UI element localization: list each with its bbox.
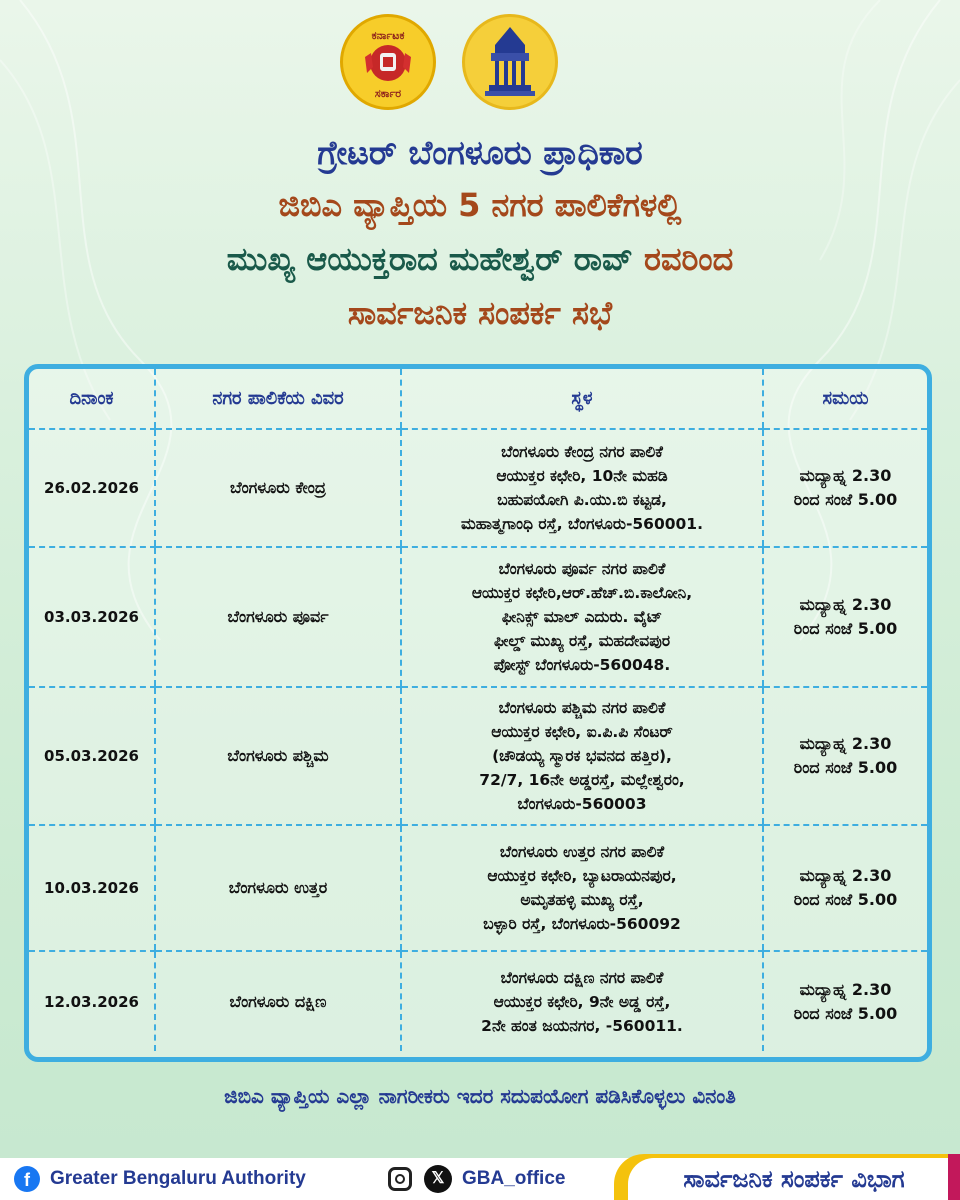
cell-time: ಮದ್ಯಾಹ್ನ 2.30 ರಿಂದ ಸಂಜೆ 5.00 bbox=[763, 687, 927, 825]
cell-date: 12.03.2026 bbox=[44, 992, 139, 1011]
header-place: ಸ್ಥಳ bbox=[401, 369, 763, 429]
footer-note: ಜಿಬಿಎ ವ್ಯಾಪ್ತಿಯ ಎಲ್ಲಾ ನಾಗರೀಕರು ಇದರ ಸದುಪಯೋಗ ಪಡಿಸಿಕೊಳ್ಳಲು ವಿನಂತಿ bbox=[224, 1084, 736, 1108]
table-row bbox=[29, 825, 927, 951]
gba-temple-icon bbox=[465, 17, 555, 107]
table-row bbox=[29, 429, 927, 547]
table-row bbox=[29, 951, 927, 1051]
cell-place: ಬೆಂಗಳೂರು ಪಶ್ಚಿಮ ನಗರ ಪಾಲಿಕೆ ಆಯುಕ್ತರ ಕಛೇರಿ, ಐ.ಪಿ.ಪಿ ಸೆಂಟರ್ (ಚೌಡಯ್ಯ ಸ್ಮಾರಕ ಭವನದ ಹತ್ತಿರ), 72/7, 16ನೇ ಅಡ್ಡರಸ್ತೆ, ಮಲ್ಲೇಶ್ವರಂ, ಬೆಂಗಳೂರು-560003 bbox=[401, 687, 763, 825]
table-header-row bbox=[29, 369, 927, 429]
schedule-table-frame bbox=[24, 364, 932, 1062]
cell-time: ಮದ್ಯಾಹ್ನ 2.30 ರಿಂದ ಸಂಜೆ 5.00 bbox=[763, 547, 927, 687]
cell-time: ಮದ್ಯಾಹ್ನ 2.30 ರಿಂದ ಸಂಜೆ 5.00 bbox=[763, 951, 927, 1051]
facebook-icon[interactable]: f bbox=[14, 1166, 40, 1192]
emblem-top-text: ಕರ್ನಾಟಕ bbox=[371, 29, 405, 42]
emblem-bottom-text: ಸರ್ಕಾರ bbox=[374, 87, 402, 100]
cell-place: ಬೆಂಗಳೂರು ಕೇಂದ್ರ ನಗರ ಪಾಲಿಕೆ ಆಯುಕ್ತರ ಕಛೇರಿ, 10ನೇ ಮಹಡಿ ಬಹುಪಯೋಗಿ ಪಿ.ಯು.ಬಿ ಕಟ್ಟಡ, ಮಹಾತ್ಮಗಾಂಧಿ ರಸ್ತೆ, ಬೆಂಗಳೂರು-560001. bbox=[401, 429, 763, 547]
cell-time: ಮದ್ಯಾಹ್ನ 2.30 ರಿಂದ ಸಂಜೆ 5.00 bbox=[763, 825, 927, 951]
page-title: ಗ್ರೇಟರ್ ಬೆಂಗಳೂರು ಪ್ರಾಧಿಕಾರ bbox=[317, 133, 643, 172]
subtitle-line-3-suffix: ರವರಿಂದ bbox=[644, 240, 734, 278]
cell-zone: ಬೆಂಗಳೂರು ಪೂರ್ವ bbox=[155, 547, 401, 687]
header-date: ದಿನಾಂಕ bbox=[29, 369, 155, 429]
header-zone: ನಗರ ಪಾಲಿಕೆಯ ವಿವರ bbox=[155, 369, 401, 429]
header-time: ಸಮಯ bbox=[763, 369, 927, 429]
karnataka-emblem bbox=[340, 14, 436, 110]
commissioner-name: ಮುಖ್ಯ ಆಯುಕ್ತರಾದ ಮಹೇಶ್ವರ್ ರಾವ್ bbox=[226, 240, 633, 278]
x-icon[interactable]: 𝕏 bbox=[424, 1165, 452, 1193]
karnataka-emblem-icon bbox=[343, 17, 433, 107]
cell-date: 03.03.2026 bbox=[29, 547, 155, 687]
cell-date: 05.03.2026 bbox=[29, 687, 155, 825]
logo-row bbox=[0, 14, 960, 114]
cell-place: ಬೆಂಗಳೂರು ಪೂರ್ವ ನಗರ ಪಾಲಿಕೆ ಆಯುಕ್ತರ ಕಛೇರಿ,ಆರ್.ಹೆಚ್.ಬಿ.ಕಾಲೋನಿ, ಫೀನಿಕ್ಸ್ ಮಾಲ್ ಎದುರು. ವೈಟ್ ಫೀಲ್ಡ್ ಮುಖ್ಯ ರಸ್ತೆ, ಮಹದೇವಪುರ ಪೋಸ್ಟ್ ಬೆಂಗಳೂರು-560048. bbox=[401, 547, 763, 687]
instagram-icon[interactable] bbox=[388, 1167, 412, 1191]
social-handle[interactable]: GBA_office bbox=[462, 1168, 566, 1189]
gba-logo bbox=[462, 14, 558, 110]
table-row bbox=[29, 547, 927, 687]
table-row bbox=[29, 687, 927, 825]
cell-place: ಬೆಂಗಳೂರು ದಕ್ಷಿಣ ನಗರ ಪಾಲಿಕೆ ಆಯುಕ್ತರ ಕಛೇರಿ, 9ನೇ ಅಡ್ಡ ರಸ್ತೆ, 2ನೇ ಹಂತ ಜಯನಗರ, -560011. bbox=[401, 951, 763, 1051]
cell-date: 26.02.2026 bbox=[29, 429, 155, 547]
department-banner bbox=[614, 1154, 960, 1200]
header-titles bbox=[0, 128, 960, 340]
subtitle-line-3 bbox=[0, 232, 960, 286]
subtitle-line-4: ಸಾರ್ವಜನಿಕ ಸಂಪರ್ಕ ಸಭೆ bbox=[347, 294, 613, 332]
corner-accent bbox=[948, 1154, 960, 1200]
cell-zone: ಬೆಂಗಳೂರು ದಕ್ಷಿಣ bbox=[155, 951, 401, 1051]
subtitle-line-2: ಜಿಬಿಎ ವ್ಯಾಪ್ತಿಯ 5 ನಗರ ಪಾಲಿಕೆಗಳಲ್ಲಿ bbox=[278, 186, 682, 224]
schedule-table bbox=[29, 369, 927, 1051]
facebook-page-name[interactable]: Greater Bengaluru Authority bbox=[50, 1168, 306, 1189]
cell-place: ಬೆಂಗಳೂರು ಉತ್ತರ ನಗರ ಪಾಲಿಕೆ ಆಯುಕ್ತರ ಕಛೇರಿ, ಬ್ಯಾಟರಾಯನಪುರ, ಅಮೃತಹಳ್ಳಿ ಮುಖ್ಯ ರಸ್ತೆ, ಬಳ್ಳಾರಿ ರಸ್ತೆ, ಬೆಂಗಳೂರು-560092 bbox=[401, 825, 763, 951]
cell-zone: ಬೆಂಗಳೂರು ಪಶ್ಚಿಮ bbox=[155, 687, 401, 825]
cell-zone: ಬೆಂಗಳೂರು ಕೇಂದ್ರ bbox=[155, 429, 401, 547]
cell-date: 10.03.2026 bbox=[29, 825, 155, 951]
department-label: ಸಾರ್ವಜನಿಕ ಸಂಪರ್ಕ ವಿಭಾಗ bbox=[628, 1158, 960, 1200]
cell-time: ಮದ್ಯಾಹ್ನ 2.30 ರಿಂದ ಸಂಜೆ 5.00 bbox=[763, 429, 927, 547]
cell-zone: ಬೆಂಗಳೂರು ಉತ್ತರ bbox=[155, 825, 401, 951]
